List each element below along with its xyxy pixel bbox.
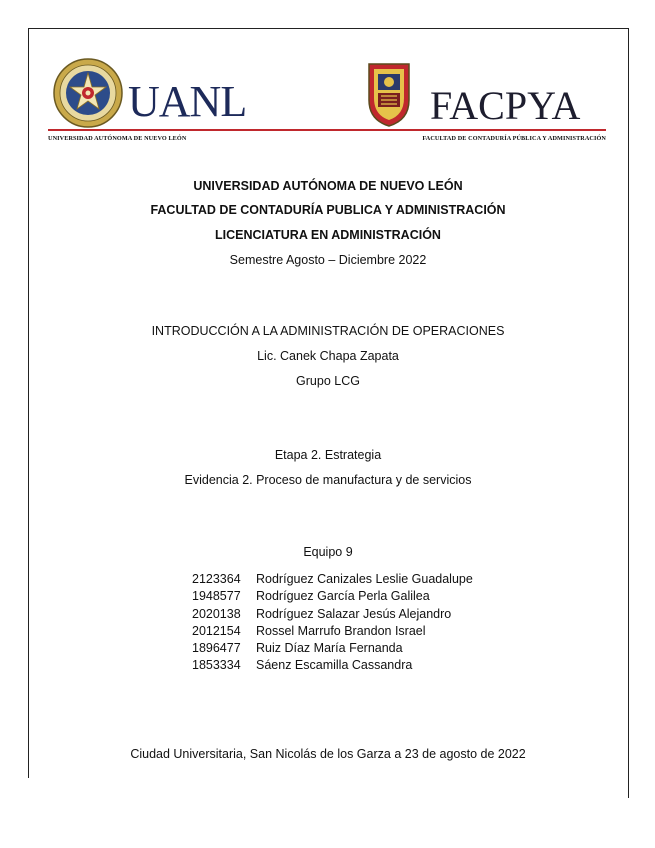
team-title: Equipo 9: [303, 545, 353, 559]
member-name: Rossel Marrufo Brandon Israel: [256, 623, 426, 638]
course-name: INTRODUCCIÓN A LA ADMINISTRACIÓN DE OPERACIONES: [151, 324, 505, 338]
program-title: LICENCIATURA EN ADMINISTRACIÓN: [215, 228, 441, 242]
member-name: Rodríguez Canizales Leslie Guadalupe: [256, 572, 473, 586]
page-border-left: [28, 28, 29, 778]
facpya-caption: FACULTAD DE CONTADURÍA PÚBLICA Y ADMINISTRACIÓN: [422, 135, 606, 142]
team-member-row: [192, 571, 512, 588]
group-name: Grupo LCG: [296, 374, 360, 388]
member-id: 1896477: [192, 641, 241, 656]
member-name: Rodríguez García Perla Galilea: [256, 589, 430, 604]
uanl-caption: UNIVERSIDAD AUTÓNOMA DE NUEVO LEÓN: [48, 135, 187, 142]
stage-text: Etapa 2. Estrategia: [274, 448, 382, 462]
university-title: UNIVERSIDAD AUTÓNOMA DE NUEVO LEÓN: [193, 179, 463, 193]
team-member-list: [192, 571, 512, 675]
member-name: Sáenz Escamilla Cassandra: [256, 658, 413, 673]
teacher-name: Lic. Canek Chapa Zapata: [257, 349, 399, 363]
evidence-text: Evidencia 2. Proceso de manufactura y de servicios: [184, 473, 472, 487]
facpya-seal-icon: [364, 60, 414, 128]
team-member-row: [192, 657, 512, 674]
semester-text: Semestre Agosto – Diciembre 2022: [229, 253, 427, 267]
team-member-row: [192, 588, 512, 605]
member-id: 2020138: [192, 606, 241, 621]
member-id: 1853334: [192, 658, 241, 673]
member-id: 2123364: [192, 572, 241, 586]
uanl-wordmark: UANL: [128, 77, 247, 126]
member-id: 2012154: [192, 623, 241, 638]
member-name: Rodríguez Salazar Jesús Alejandro: [256, 606, 452, 621]
team-member-row: [192, 623, 512, 640]
page-border-right: [628, 28, 629, 798]
team-member-row: [192, 640, 512, 657]
place-date: Ciudad Universitaria, San Nicolás de los Garza a 23 de agosto de 2022: [130, 747, 526, 761]
facpya-wordmark: FACPYA: [430, 83, 581, 128]
uanl-seal-icon: [52, 57, 124, 129]
page-border-top: [28, 28, 629, 29]
header-rule: [48, 129, 606, 131]
team-member-row: [192, 606, 512, 623]
member-name: Ruiz Díaz María Fernanda: [256, 641, 403, 656]
faculty-title: FACULTAD DE CONTADURÍA PUBLICA Y ADMINISTRACIÓN: [150, 203, 506, 217]
member-id: 1948577: [192, 589, 241, 604]
